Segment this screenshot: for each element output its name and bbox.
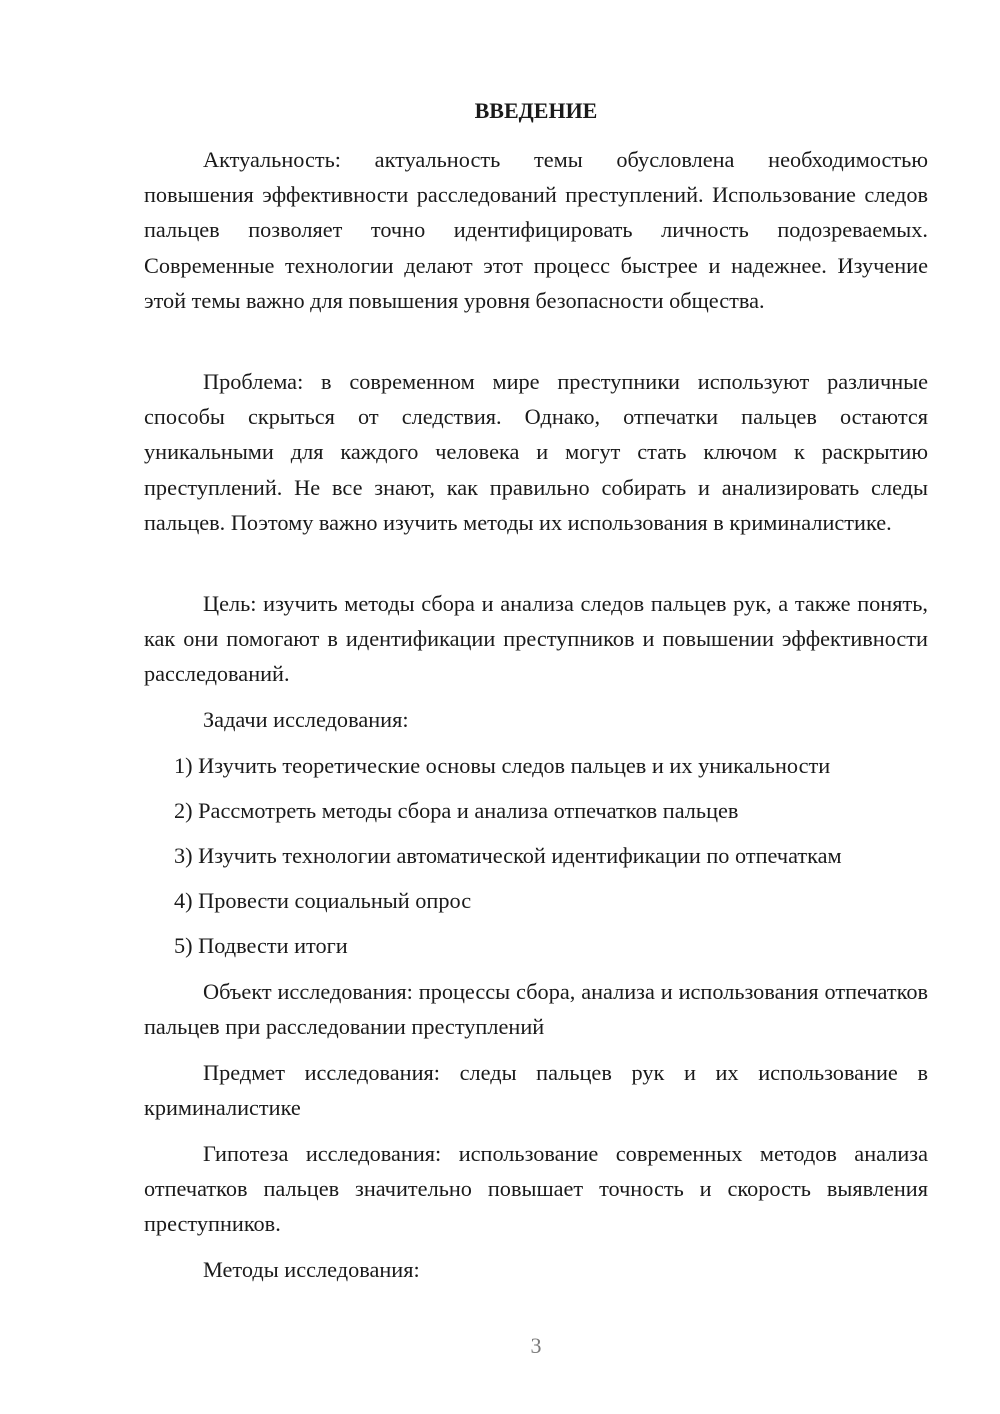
task-item: 2) Рассмотреть методы сбора и анализа отпечатков пальцев	[174, 798, 739, 823]
problem-paragraph: Проблема: в современном мире преступники используют различные способы скрыться от следствия. Однако, отпечатки пальцев остаются уникальными для каждого человека и могут стать ключом к раскрытию преступлений. Не все знают, как правильно собирать и анализировать следы пальцев. Поэтому важно изучить методы их использования в криминалистике.	[144, 369, 928, 535]
section-title: ВВЕДЕНИЕ	[474, 98, 598, 123]
task-item: 3) Изучить технологии автоматической идентификации по отпечаткам	[174, 843, 842, 868]
subject-paragraph: Предмет исследования: следы пальцев рук и их использование в криминалистике	[144, 1060, 928, 1121]
task-item: 1) Изучить теоретические основы следов пальцев и их уникальности	[174, 753, 831, 778]
object-paragraph: Объект исследования: процессы сбора, анализа и использования отпечатков пальцев при расследовании преступлений	[144, 979, 928, 1040]
document-page	[144, 0, 928, 1414]
hypothesis-paragraph: Гипотеза исследования: использование современных методов анализа отпечатков пальцев значительно повышает точность и скорость выявления преступников.	[144, 1141, 928, 1237]
goal-paragraph: Цель: изучить методы сбора и анализа следов пальцев рук, а также понять, как они помогают в идентификации преступников и повышении эффективности расследований.	[144, 591, 928, 687]
methods-heading: Методы исследования:	[203, 1257, 420, 1282]
relevance-paragraph: Актуальность: актуальность темы обусловлена необходимостью повышения эффективности расследований преступлений. Использование следов пальцев позволяет точно идентифицировать личность подозреваемых. Современные технологии делают этот процесс быстрее и надежнее. Изучение этой темы важно для повышения уровня безопасности общества.	[144, 147, 928, 313]
page-number: 3	[530, 1333, 542, 1358]
task-item: 5) Подвести итоги	[174, 933, 348, 958]
task-item: 4) Провести социальный опрос	[174, 888, 472, 913]
tasks-heading: Задачи исследования:	[203, 707, 409, 732]
